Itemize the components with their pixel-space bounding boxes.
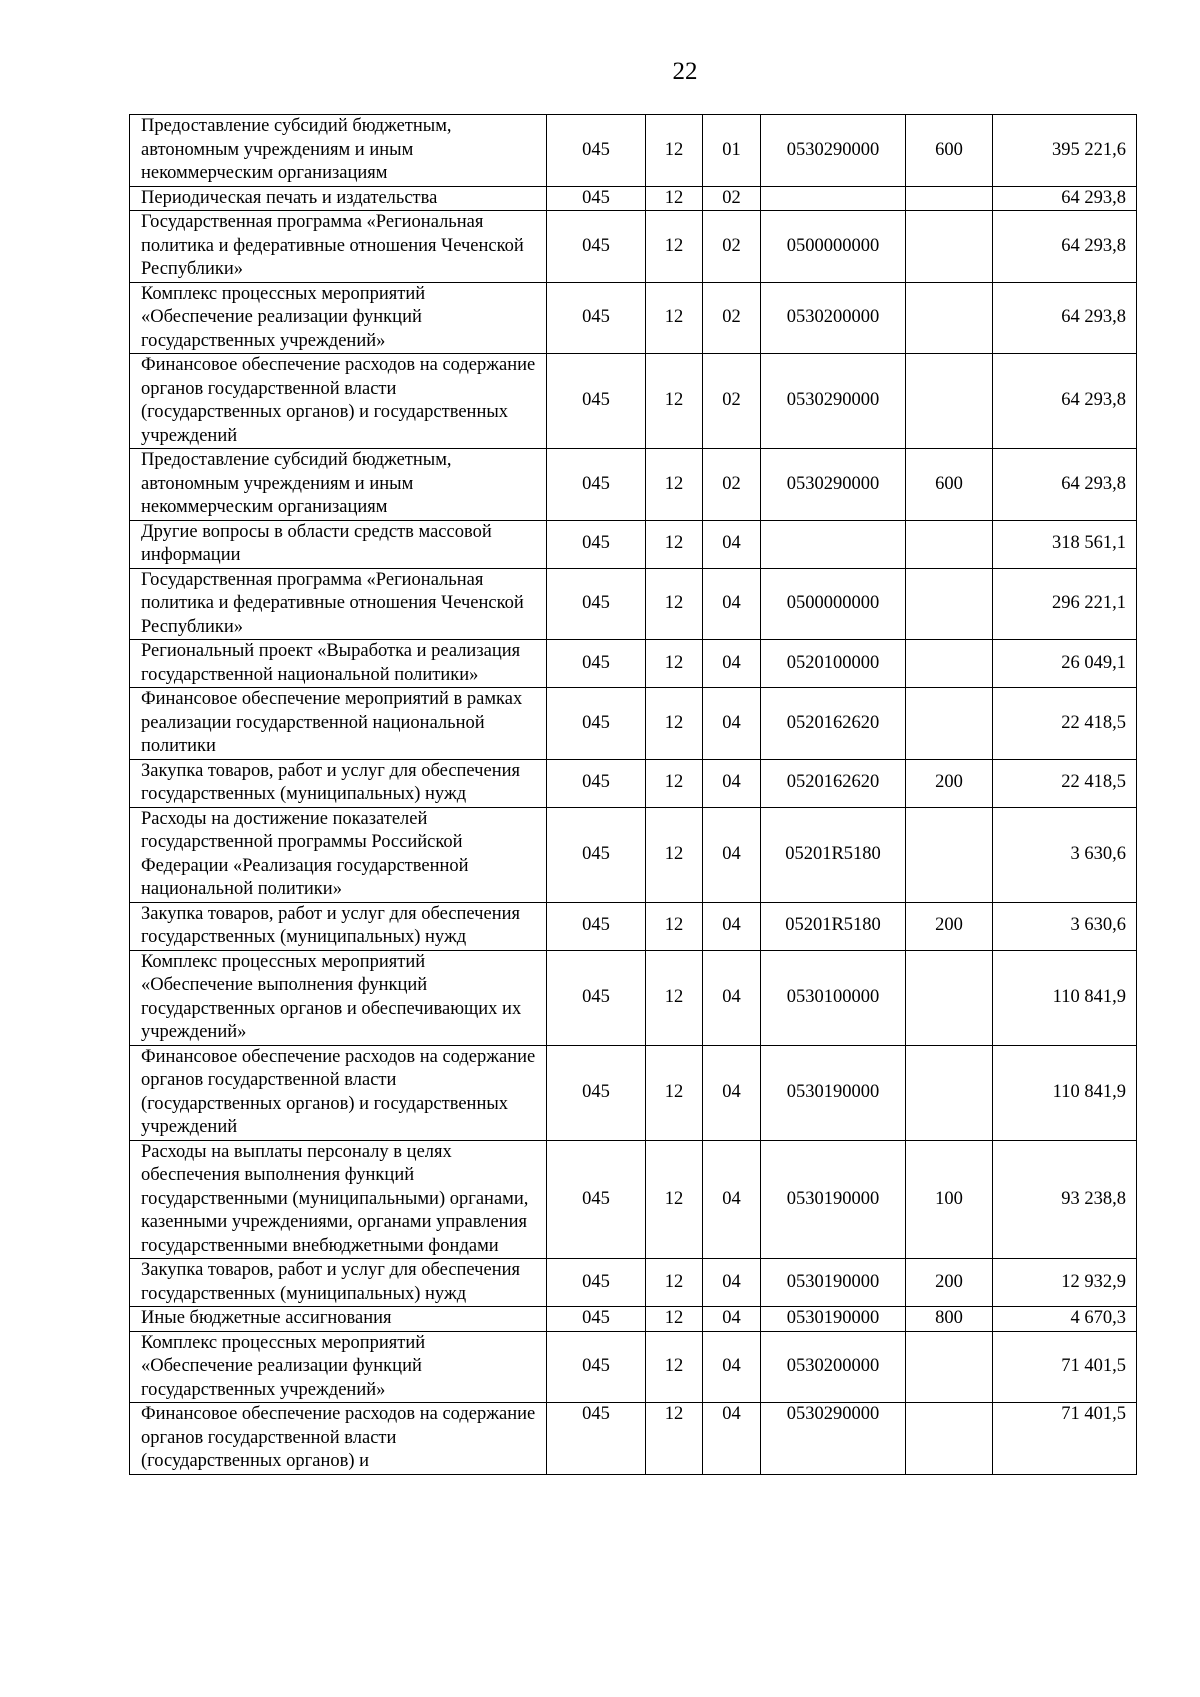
section-code-cell: 12 [646,759,703,807]
section-code-cell: 12 [646,1403,703,1475]
expense-type-code-cell [906,1045,993,1140]
amount-cell: 110 841,9 [993,950,1137,1045]
amount-cell: 71 401,5 [993,1403,1137,1475]
item-name-cell: Закупка товаров, работ и услуг для обеспечения государственных (муниципальных) нужд [130,902,547,950]
subsection-code-cell: 02 [703,354,761,449]
amount-cell: 93 238,8 [993,1140,1137,1259]
section-code-cell: 12 [646,449,703,521]
amount-cell: 26 049,1 [993,640,1137,688]
target-article-code-cell: 0530190000 [761,1045,906,1140]
section-code-cell: 12 [646,1045,703,1140]
expense-type-code-cell [906,1331,993,1403]
amount-cell: 3 630,6 [993,902,1137,950]
ministry-code-cell: 045 [547,186,646,211]
page-number: 22 [672,58,698,85]
expense-type-code-cell [906,520,993,568]
table-row [130,1140,1137,1259]
item-name-cell: Периодическая печать и издательства [130,186,547,211]
subsection-code-cell: 02 [703,211,761,283]
section-code-cell: 12 [646,1140,703,1259]
budget-table [129,114,1137,1475]
expense-type-code-cell [906,950,993,1045]
expense-type-code-cell [906,211,993,283]
target-article-code-cell [761,520,906,568]
expense-type-code-cell: 100 [906,1140,993,1259]
target-article-code-cell: 0530190000 [761,1307,906,1332]
ministry-code-cell: 045 [547,449,646,521]
section-code-cell: 12 [646,807,703,902]
table-body [130,115,1137,1475]
subsection-code-cell: 04 [703,950,761,1045]
item-name-cell: Финансовое обеспечение мероприятий в рамках реализации государственной национальной политики [130,688,547,760]
section-code-cell: 12 [646,282,703,354]
amount-cell: 71 401,5 [993,1331,1137,1403]
amount-cell: 110 841,9 [993,1045,1137,1140]
ministry-code-cell: 045 [547,211,646,283]
target-article-code-cell: 0530290000 [761,449,906,521]
target-article-code-cell: 0530290000 [761,1403,906,1475]
table-row [130,1259,1137,1307]
amount-cell: 4 670,3 [993,1307,1137,1332]
target-article-code-cell: 05201R5180 [761,902,906,950]
subsection-code-cell: 04 [703,902,761,950]
target-article-code-cell: 0530190000 [761,1140,906,1259]
subsection-code-cell: 04 [703,520,761,568]
section-code-cell: 12 [646,950,703,1045]
target-article-code-cell: 0530100000 [761,950,906,1045]
amount-cell: 296 221,1 [993,568,1137,640]
expense-type-code-cell [906,568,993,640]
table-row [130,1045,1137,1140]
table-row [130,902,1137,950]
ministry-code-cell: 045 [547,568,646,640]
target-article-code-cell: 0500000000 [761,568,906,640]
table-row [130,807,1137,902]
ministry-code-cell: 045 [547,1259,646,1307]
section-code-cell: 12 [646,211,703,283]
ministry-code-cell: 045 [547,807,646,902]
amount-cell: 22 418,5 [993,688,1137,760]
item-name-cell: Расходы на выплаты персоналу в целях обеспечения выполнения функций государственными (муниципальными) органами, казенными учреждениями, органами управления государственными внебюджетными фондами [130,1140,547,1259]
amount-cell: 64 293,8 [993,282,1137,354]
subsection-code-cell: 04 [703,1403,761,1475]
ministry-code-cell: 045 [547,688,646,760]
section-code-cell: 12 [646,568,703,640]
expense-type-code-cell: 200 [906,1259,993,1307]
amount-cell: 64 293,8 [993,354,1137,449]
target-article-code-cell: 0530290000 [761,354,906,449]
section-code-cell: 12 [646,640,703,688]
section-code-cell: 12 [646,1307,703,1332]
table-row [130,1331,1137,1403]
subsection-code-cell: 04 [703,640,761,688]
item-name-cell: Закупка товаров, работ и услуг для обеспечения государственных (муниципальных) нужд [130,1259,547,1307]
subsection-code-cell: 04 [703,807,761,902]
item-name-cell: Комплекс процессных мероприятий «Обеспечение реализации функций государственных учреждений» [130,1331,547,1403]
section-code-cell: 12 [646,1259,703,1307]
target-article-code-cell: 0500000000 [761,211,906,283]
subsection-code-cell: 02 [703,449,761,521]
expense-type-code-cell: 600 [906,115,993,187]
subsection-code-cell: 04 [703,1331,761,1403]
subsection-code-cell: 04 [703,1259,761,1307]
ministry-code-cell: 045 [547,1307,646,1332]
table-row [130,1403,1137,1475]
item-name-cell: Финансовое обеспечение расходов на содержание органов государственной власти (государственных органов) и [130,1403,547,1475]
amount-cell: 64 293,8 [993,211,1137,283]
item-name-cell: Закупка товаров, работ и услуг для обеспечения государственных (муниципальных) нужд [130,759,547,807]
item-name-cell: Предоставление субсидий бюджетным, автономным учреждениям и иным некоммерческим организациям [130,115,547,187]
ministry-code-cell: 045 [547,115,646,187]
expense-type-code-cell [906,186,993,211]
amount-cell: 64 293,8 [993,186,1137,211]
section-code-cell: 12 [646,688,703,760]
target-article-code-cell: 0530200000 [761,1331,906,1403]
item-name-cell: Иные бюджетные ассигнования [130,1307,547,1332]
item-name-cell: Расходы на достижение показателей государственной программы Российской Федерации «Реализация государственной национальной политики» [130,807,547,902]
table-row [130,950,1137,1045]
item-name-cell: Предоставление субсидий бюджетным, автономным учреждениям и иным некоммерческим организациям [130,449,547,521]
item-name-cell: Комплекс процессных мероприятий «Обеспечение реализации функций государственных учреждений» [130,282,547,354]
section-code-cell: 12 [646,115,703,187]
subsection-code-cell: 04 [703,688,761,760]
subsection-code-cell: 04 [703,1045,761,1140]
expense-type-code-cell [906,640,993,688]
table-row [130,211,1137,283]
expense-type-code-cell [906,688,993,760]
table-row [130,520,1137,568]
item-name-cell: Региональный проект «Выработка и реализация государственной национальной политики» [130,640,547,688]
ministry-code-cell: 045 [547,759,646,807]
section-code-cell: 12 [646,1331,703,1403]
target-article-code-cell: 0520162620 [761,759,906,807]
table-row [130,688,1137,760]
ministry-code-cell: 045 [547,902,646,950]
target-article-code-cell: 0520162620 [761,688,906,760]
amount-cell: 3 630,6 [993,807,1137,902]
subsection-code-cell: 04 [703,1307,761,1332]
expense-type-code-cell [906,354,993,449]
table-row [130,449,1137,521]
amount-cell: 318 561,1 [993,520,1137,568]
expense-type-code-cell: 800 [906,1307,993,1332]
ministry-code-cell: 045 [547,354,646,449]
table-row [130,115,1137,187]
ministry-code-cell: 045 [547,950,646,1045]
target-article-code-cell: 0530290000 [761,115,906,187]
target-article-code-cell: 05201R5180 [761,807,906,902]
table-row [130,759,1137,807]
subsection-code-cell: 01 [703,115,761,187]
table-row [130,282,1137,354]
expense-type-code-cell [906,1403,993,1475]
ministry-code-cell: 045 [547,282,646,354]
amount-cell: 64 293,8 [993,449,1137,521]
section-code-cell: 12 [646,186,703,211]
table-row [130,568,1137,640]
item-name-cell: Финансовое обеспечение расходов на содержание органов государственной власти (государственных органов) и государственных учреждений [130,1045,547,1140]
expense-type-code-cell: 200 [906,902,993,950]
target-article-code-cell: 0530190000 [761,1259,906,1307]
table-row [130,186,1137,211]
expense-type-code-cell [906,282,993,354]
item-name-cell: Комплекс процессных мероприятий «Обеспечение выполнения функций государственных органов и обеспечивающих их учреждений» [130,950,547,1045]
ministry-code-cell: 045 [547,1403,646,1475]
ministry-code-cell: 045 [547,520,646,568]
expense-type-code-cell: 600 [906,449,993,521]
subsection-code-cell: 04 [703,568,761,640]
table-row [130,1307,1137,1332]
item-name-cell: Государственная программа «Региональная политика и федеративные отношения Чеченской Республики» [130,211,547,283]
subsection-code-cell: 02 [703,186,761,211]
target-article-code-cell: 0520100000 [761,640,906,688]
table-row [130,354,1137,449]
amount-cell: 12 932,9 [993,1259,1137,1307]
section-code-cell: 12 [646,520,703,568]
ministry-code-cell: 045 [547,1331,646,1403]
target-article-code-cell [761,186,906,211]
item-name-cell: Государственная программа «Региональная политика и федеративные отношения Чеченской Республики» [130,568,547,640]
subsection-code-cell: 02 [703,282,761,354]
expense-type-code-cell [906,807,993,902]
ministry-code-cell: 045 [547,640,646,688]
amount-cell: 22 418,5 [993,759,1137,807]
ministry-code-cell: 045 [547,1140,646,1259]
table-row [130,640,1137,688]
item-name-cell: Финансовое обеспечение расходов на содержание органов государственной власти (государственных органов) и государственных учреждений [130,354,547,449]
amount-cell: 395 221,6 [993,115,1137,187]
ministry-code-cell: 045 [547,1045,646,1140]
item-name-cell: Другие вопросы в области средств массовой информации [130,520,547,568]
section-code-cell: 12 [646,354,703,449]
subsection-code-cell: 04 [703,1140,761,1259]
target-article-code-cell: 0530200000 [761,282,906,354]
section-code-cell: 12 [646,902,703,950]
expense-type-code-cell: 200 [906,759,993,807]
subsection-code-cell: 04 [703,759,761,807]
